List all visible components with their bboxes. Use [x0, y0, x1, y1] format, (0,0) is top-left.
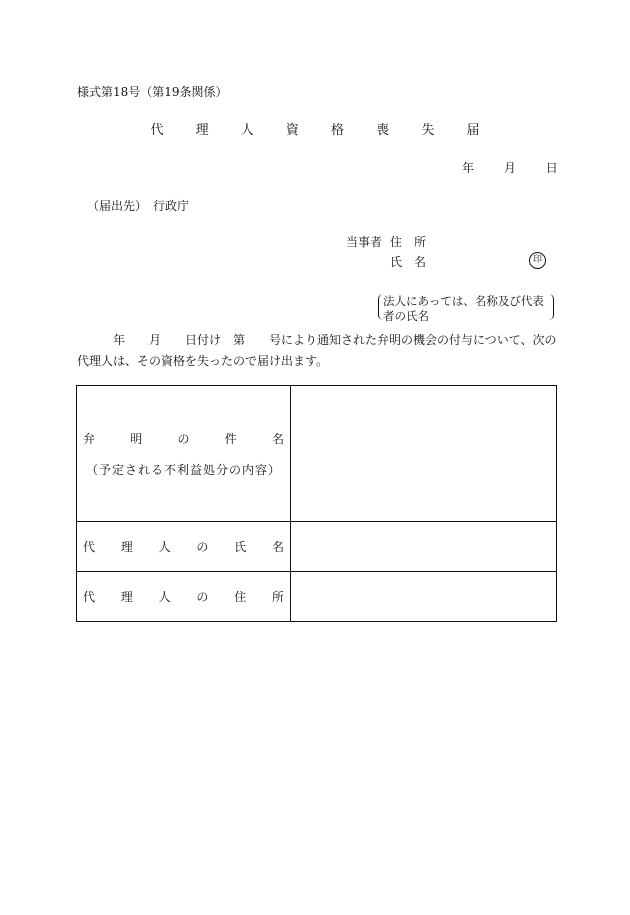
date-year-label: 年 [462, 161, 475, 175]
party-label: 当事者 [346, 235, 383, 249]
row-label-case-name [77, 430, 290, 447]
body-statement: 年 月 日付け 第 号により通知された弁明の機会の付与について、次の代理人は、その資格を失ったので届け出ます。 [77, 333, 557, 368]
label-char: 名 [271, 431, 284, 446]
document-title: 代 理 人 資 格 喪 失 届 [150, 123, 494, 138]
row-label-agent-name [77, 538, 290, 555]
label-char: 弁 [83, 431, 96, 446]
label-char: の [196, 590, 209, 604]
agent-name-field[interactable] [291, 522, 557, 572]
table-label-cell [77, 572, 291, 622]
table-label-cell [77, 386, 291, 522]
label-char: 代 [83, 540, 96, 555]
table-row [77, 386, 557, 522]
row-sublabel: （予定される不利益処分の内容） [85, 462, 281, 477]
label-char: 理 [120, 540, 133, 555]
date-day-label: 日 [545, 161, 558, 175]
label-char: 氏 [234, 540, 247, 555]
label-char: 名 [271, 540, 284, 555]
label-char: 理 [120, 590, 133, 604]
label-char: 住 [234, 590, 247, 604]
agent-address-field[interactable] [291, 572, 557, 622]
seal-mark-icon: 印 [529, 252, 546, 269]
label-char: 明 [130, 431, 143, 446]
label-char: 人 [158, 540, 171, 555]
table-row [77, 522, 557, 572]
label-char: 件 [224, 431, 237, 446]
destination: （届出先） 行政庁 [87, 199, 190, 213]
table-label-cell [77, 522, 291, 572]
label-char: 代 [83, 590, 96, 604]
row-label-agent-address [77, 588, 290, 605]
date-line [462, 162, 558, 174]
info-table [76, 385, 557, 622]
label-char: の [177, 431, 190, 446]
label-char: 所 [271, 590, 284, 604]
corporation-note: 法人にあっては、名称及び代表者の氏名 [378, 294, 554, 320]
table-row [77, 572, 557, 622]
name-label: 氏 名 [390, 255, 427, 269]
form-number: 様式第18号（第19条関係） [77, 85, 228, 99]
label-char: 人 [158, 590, 171, 604]
address-label: 住 所 [390, 235, 427, 249]
label-char: の [196, 540, 209, 555]
date-month-label: 月 [503, 161, 516, 175]
case-name-field[interactable] [291, 386, 557, 522]
